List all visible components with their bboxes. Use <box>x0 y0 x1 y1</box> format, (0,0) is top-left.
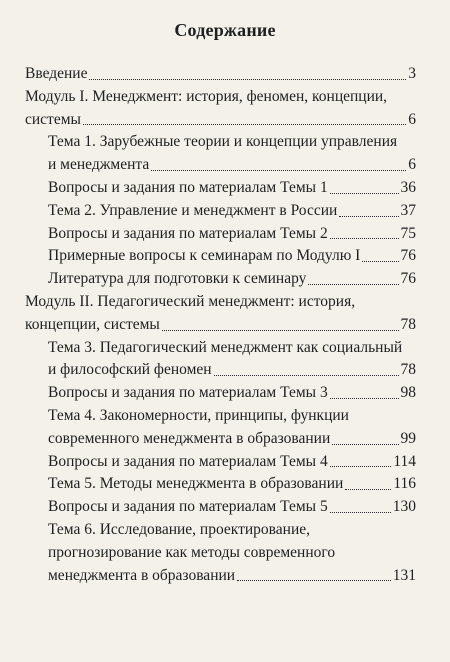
dot-leader <box>330 193 399 194</box>
toc-page-number: 116 <box>393 475 416 493</box>
toc-entry <box>25 337 416 383</box>
toc-entry <box>25 63 416 86</box>
toc-entry-text: Вопросы и задания по материалам Темы 2 <box>48 224 328 242</box>
dot-leader <box>330 512 391 513</box>
toc-entry-text: современного менеджмента в образовании <box>48 429 331 447</box>
toc-page-number: 76 <box>400 247 416 265</box>
toc-entry-text: Модуль I. Менеджмент: история, феномен, концепции, <box>25 87 388 105</box>
toc-page-number: 131 <box>392 566 416 584</box>
toc-entry <box>25 291 416 337</box>
toc-entry-line <box>48 428 416 451</box>
dot-leader <box>162 330 399 331</box>
toc-entry <box>25 86 416 132</box>
toc-entry-line <box>48 245 416 268</box>
toc-page-number: 76 <box>400 270 416 288</box>
toc-entry-text: концепции, системы <box>25 315 160 333</box>
toc-page-number: 78 <box>400 361 416 379</box>
dot-leader <box>151 170 406 171</box>
toc-entry <box>25 177 416 200</box>
toc-entry-text: Тема 3. Педагогический менеджмент как социальный <box>48 338 403 356</box>
toc-entry-text: Вопросы и задания по материалам Темы 4 <box>48 452 328 470</box>
toc-entry-line <box>48 451 416 474</box>
toc-page-number: 36 <box>400 178 416 196</box>
dot-leader <box>362 261 398 262</box>
dot-leader <box>308 284 398 285</box>
toc-entry <box>25 245 416 268</box>
toc-page-number: 3 <box>408 65 416 82</box>
toc-entry-text: Литература для подготовки к семинару <box>48 270 307 288</box>
dot-leader <box>89 79 406 80</box>
toc-entry-line <box>25 109 416 132</box>
toc-entry <box>25 131 416 177</box>
toc-entry <box>25 268 416 291</box>
toc-entry-line <box>48 223 416 246</box>
toc-page-number: 114 <box>393 452 416 470</box>
toc-entry <box>25 519 416 587</box>
toc-page-number: 6 <box>408 110 416 128</box>
toc-entry-text: Модуль II. Педагогический менеджмент: история, <box>25 292 356 310</box>
toc-entry-line <box>48 565 416 588</box>
toc-page-number: 130 <box>392 498 416 516</box>
toc-page-number: 37 <box>400 201 416 219</box>
dot-leader <box>83 124 406 125</box>
toc-entry-line <box>48 268 416 291</box>
table-of-contents <box>25 63 416 587</box>
toc-entry <box>25 200 416 223</box>
toc-entry <box>25 473 416 496</box>
toc-entry-text: Тема 6. Исследование, проектирование, <box>48 520 311 538</box>
toc-entry <box>25 451 416 474</box>
toc-entry-text: Тема 5. Методы менеджмента в образовании <box>48 475 344 493</box>
toc-entry-text: менеджмента в образовании <box>48 566 236 584</box>
toc-entry-text: Вопросы и задания по материалам Темы 5 <box>48 498 328 516</box>
dot-leader <box>345 489 391 490</box>
dot-leader <box>330 238 399 239</box>
toc-entry-line <box>48 496 416 519</box>
toc-page-number: 98 <box>400 384 416 402</box>
toc-entry-line <box>48 154 416 177</box>
dot-leader <box>237 580 391 581</box>
toc-entry-line <box>25 63 416 86</box>
toc-entry <box>25 382 416 405</box>
toc-entry-text: и философский феномен <box>48 361 212 379</box>
toc-entry-text: Тема 4. Закономерности, принципы, функции <box>48 406 349 424</box>
toc-page-number: 6 <box>408 156 416 174</box>
toc-entry-text: системы <box>25 110 81 128</box>
toc-entry-line <box>48 473 416 496</box>
dot-leader <box>332 444 398 445</box>
toc-page-number: 75 <box>400 224 416 242</box>
toc-entry-line <box>48 177 416 200</box>
dot-leader <box>214 375 399 376</box>
toc-page-number: 78 <box>400 315 416 333</box>
toc-entry-text: Вопросы и задания по материалам Темы 3 <box>48 384 328 402</box>
toc-entry-text: и менеджмента <box>48 156 150 174</box>
toc-entry-line <box>25 314 416 337</box>
toc-entry-line <box>48 200 416 223</box>
toc-entry-text: Примерные вопросы к семинарам по Модулю I <box>48 247 361 265</box>
dot-leader <box>330 466 392 467</box>
toc-entry-text: Вопросы и задания по материалам Темы 1 <box>48 178 328 196</box>
toc-entry-text: прогнозирование как методы современного <box>48 543 336 561</box>
toc-entry-line <box>48 359 416 382</box>
toc-entry-text: Введение <box>25 65 88 82</box>
toc-entry <box>25 496 416 519</box>
toc-page-number: 99 <box>400 429 416 447</box>
toc-entry <box>25 223 416 246</box>
toc-entry <box>25 405 416 451</box>
dot-leader <box>330 398 399 399</box>
toc-entry-line <box>48 382 416 405</box>
toc-entry-text: Тема 2. Управление и менеджмент в России <box>48 201 338 219</box>
dot-leader <box>339 216 398 217</box>
toc-entry-text: Тема 1. Зарубежные теории и концепции управления <box>48 133 398 151</box>
page-title: Содержание <box>174 20 276 40</box>
